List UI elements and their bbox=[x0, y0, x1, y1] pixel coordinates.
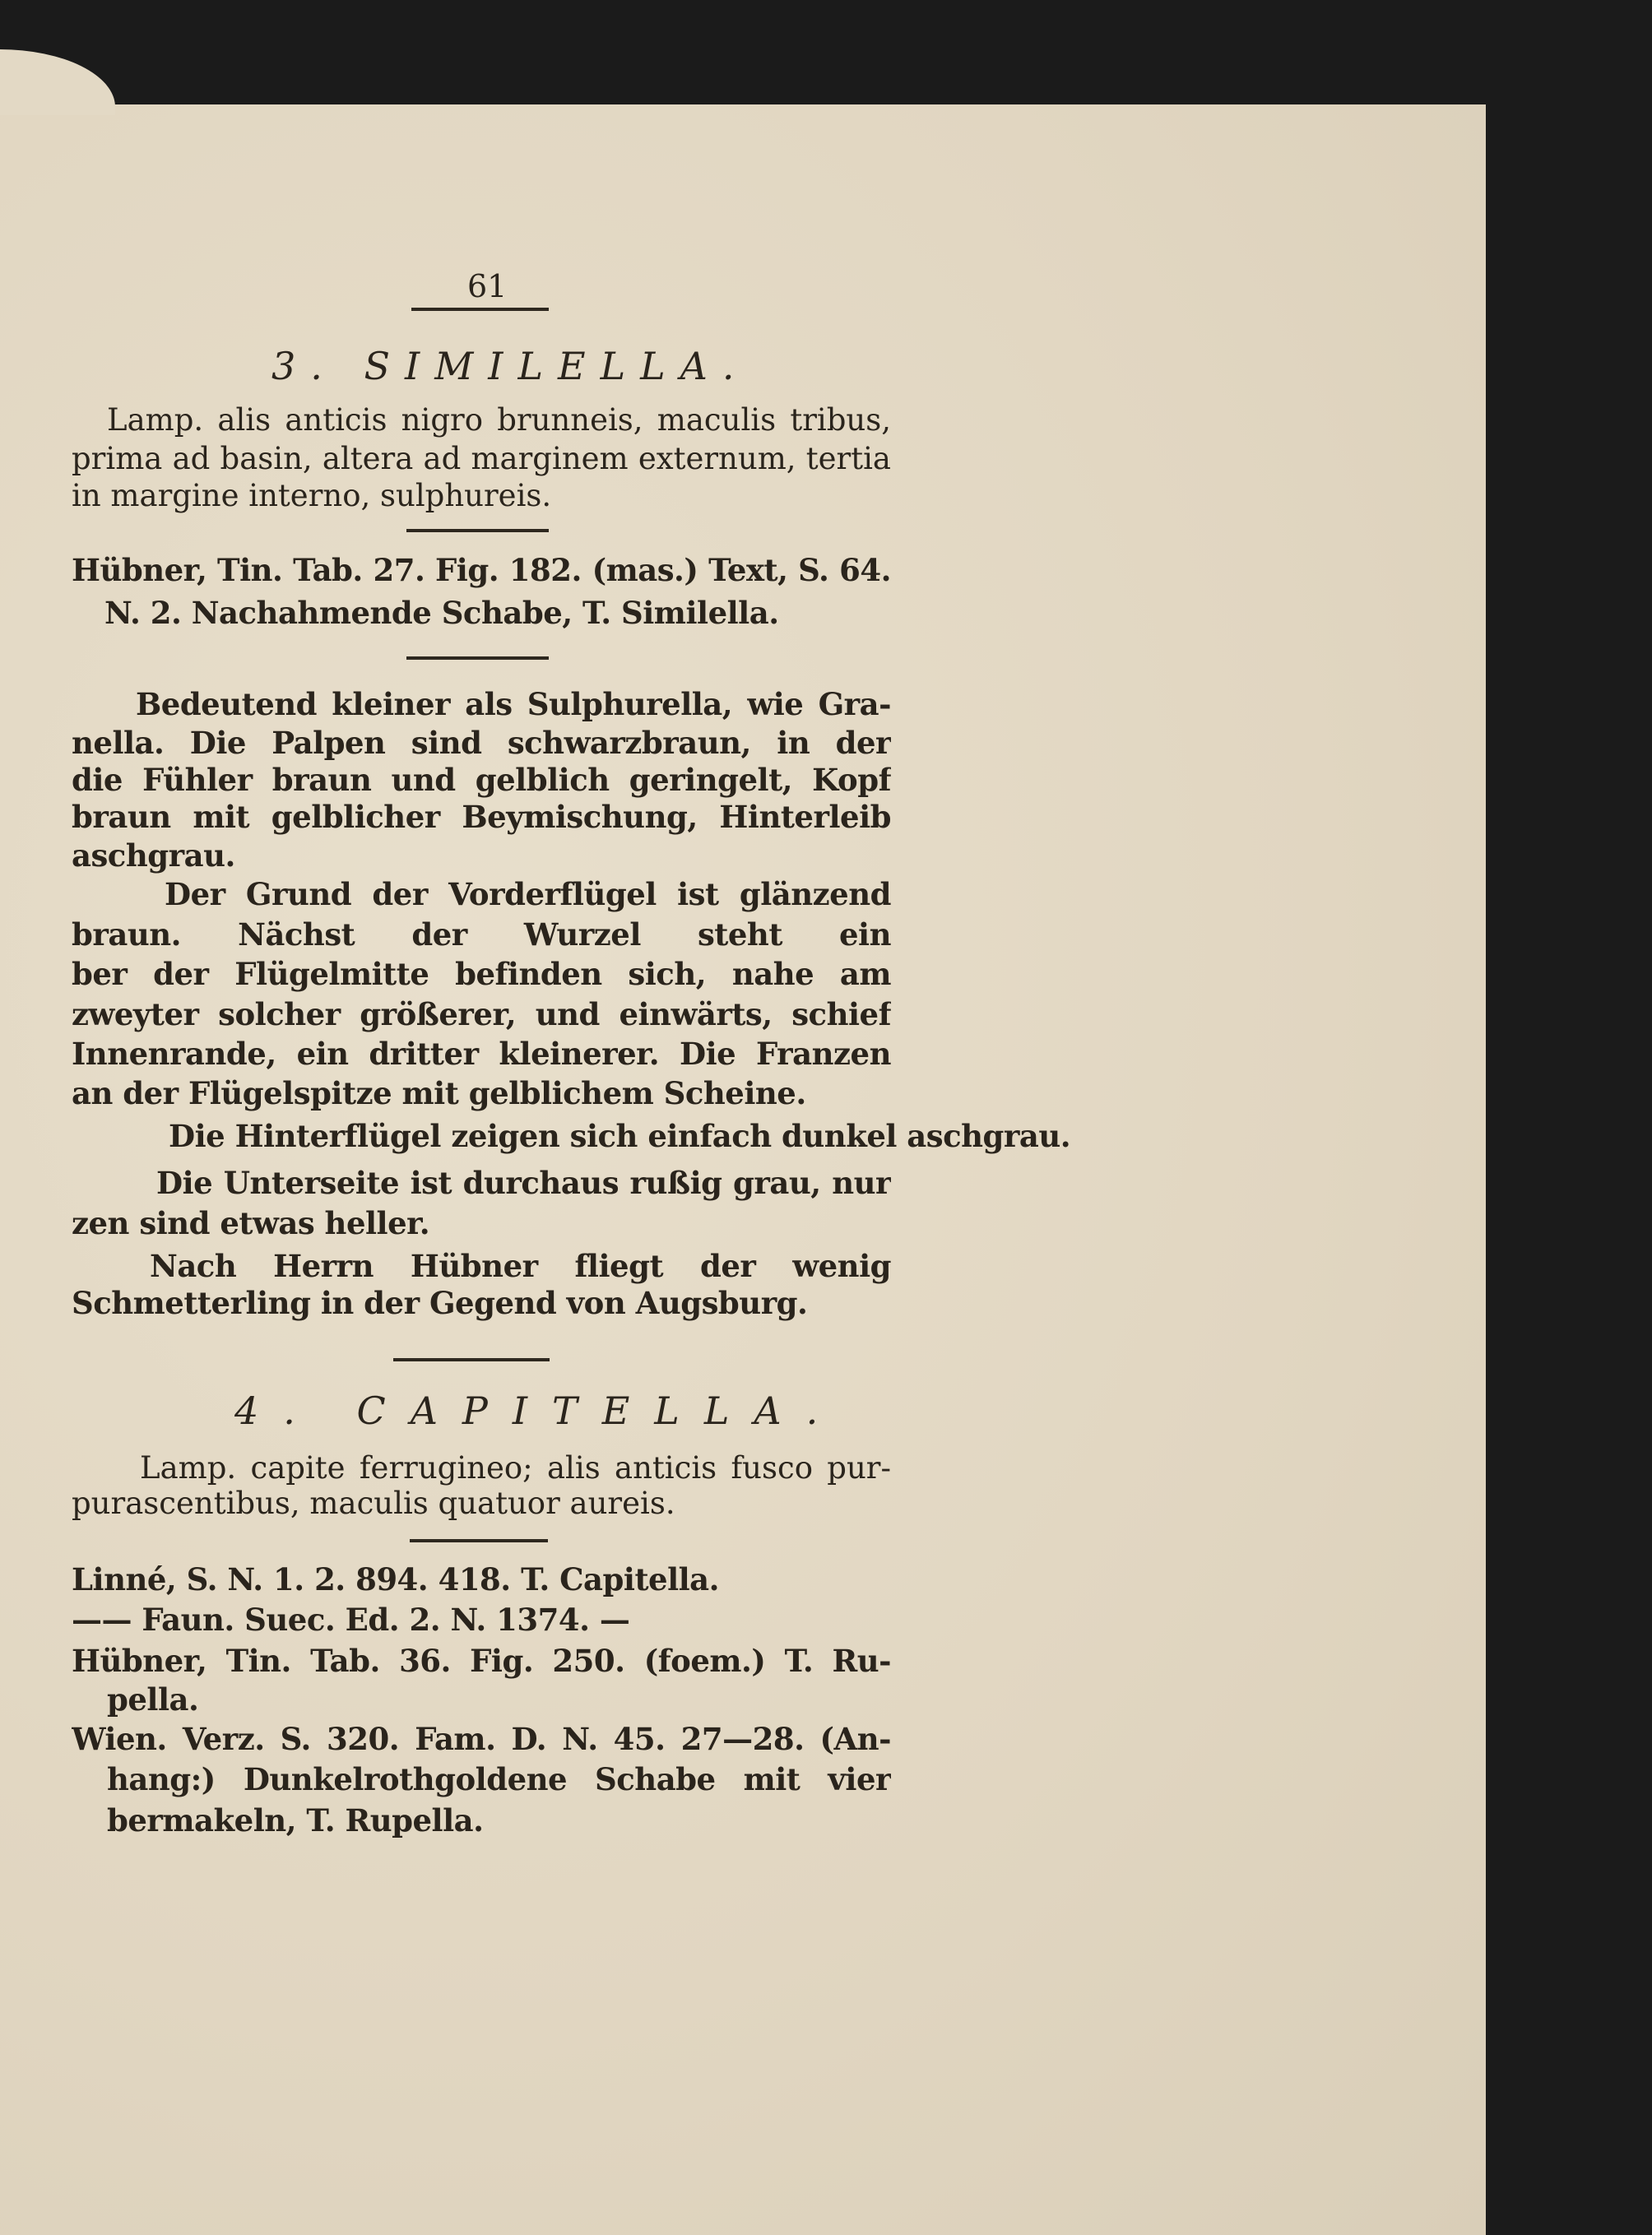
body-line: Innenrande, ein dritter kleinerer. Die Franzen bbox=[72, 1036, 891, 1072]
body-line: an der Flügelspitze mit gelblichem Scheine. bbox=[72, 1075, 806, 1111]
reference-line: —— Faun. Suec. Ed. 2. N. 1374. — bbox=[72, 1602, 630, 1638]
reference-line: Hübner, Tin. Tab. 36. Fig. 250. (foem.) T. Ru- bbox=[72, 1643, 891, 1679]
divider bbox=[406, 529, 549, 532]
latin-line: Lamp. alis anticis nigro brunneis, maculis tribus, bbox=[107, 402, 891, 438]
reference-line: N. 2. Nachahmende Schabe, T. Similella. bbox=[104, 595, 779, 631]
divider bbox=[393, 1358, 550, 1361]
body-line: braun mit gelblicher Beymischung, Hinterleib bbox=[72, 799, 891, 835]
divider bbox=[410, 1539, 548, 1542]
body-line: ber der Flügelmitte befinden sich, nahe am bbox=[72, 956, 891, 992]
body-line: Bedeutend kleiner als Sulphurella, wie Gra- bbox=[136, 686, 891, 722]
body-line: Der Grund der Vorderflügel ist glänzend bbox=[165, 876, 891, 912]
body-line: zweyter solcher größerer, und einwärts, schief bbox=[72, 996, 891, 1032]
body-line: Die Unterseite ist durchaus rußig grau, nur bbox=[156, 1165, 891, 1201]
body-line: nella. Die Palpen sind schwarzbraun, in der bbox=[72, 725, 891, 761]
page-number: 61 bbox=[467, 268, 508, 304]
body-line: zen sind etwas heller. bbox=[72, 1205, 430, 1241]
reference-line: Wien. Verz. S. 320. Fam. D. N. 45. 27—28. (An- bbox=[72, 1721, 891, 1757]
latin-line: in margine interno, sulphureis. bbox=[72, 478, 552, 513]
reference-line: bermakeln, T. Rupella. bbox=[107, 1802, 484, 1839]
body-line: braun. Nächst der Wurzel steht ein bbox=[72, 916, 891, 953]
section-heading-similella: 3. SIMILELLA. bbox=[271, 344, 749, 388]
body-line: Schmetterling in der Gegend von Augsburg. bbox=[72, 1285, 808, 1321]
section-heading-capitella: 4. CAPITELLA. bbox=[234, 1389, 843, 1433]
latin-line: purascentibus, maculis quatuor aureis. bbox=[72, 1486, 675, 1521]
body-line: Die Hinterflügel zeigen sich einfach dunkel aschgrau. bbox=[169, 1118, 1071, 1154]
reference-line: Hübner, Tin. Tab. 27. Fig. 182. (mas.) Text, S. 64. bbox=[72, 552, 891, 588]
reference-line: Linné, S. N. 1. 2. 894. 418. T. Capitella. bbox=[72, 1561, 720, 1597]
body-line: die Fühler braun und gelblich geringelt, Kopf bbox=[72, 762, 891, 798]
latin-line: Lamp. capite ferrugineo; alis anticis fusco pur- bbox=[140, 1450, 891, 1486]
divider bbox=[411, 308, 549, 311]
reference-line: hang:) Dunkelrothgoldene Schabe mit vier bbox=[107, 1761, 891, 1797]
body-line: aschgrau. bbox=[72, 837, 235, 874]
reference-line: pella. bbox=[107, 1681, 199, 1718]
page-curl bbox=[0, 49, 115, 115]
divider bbox=[406, 656, 549, 660]
body-line: Nach Herrn Hübner fliegt der wenig bbox=[150, 1248, 891, 1284]
latin-line: prima ad basin, altera ad marginem externum, tertia bbox=[72, 441, 891, 476]
